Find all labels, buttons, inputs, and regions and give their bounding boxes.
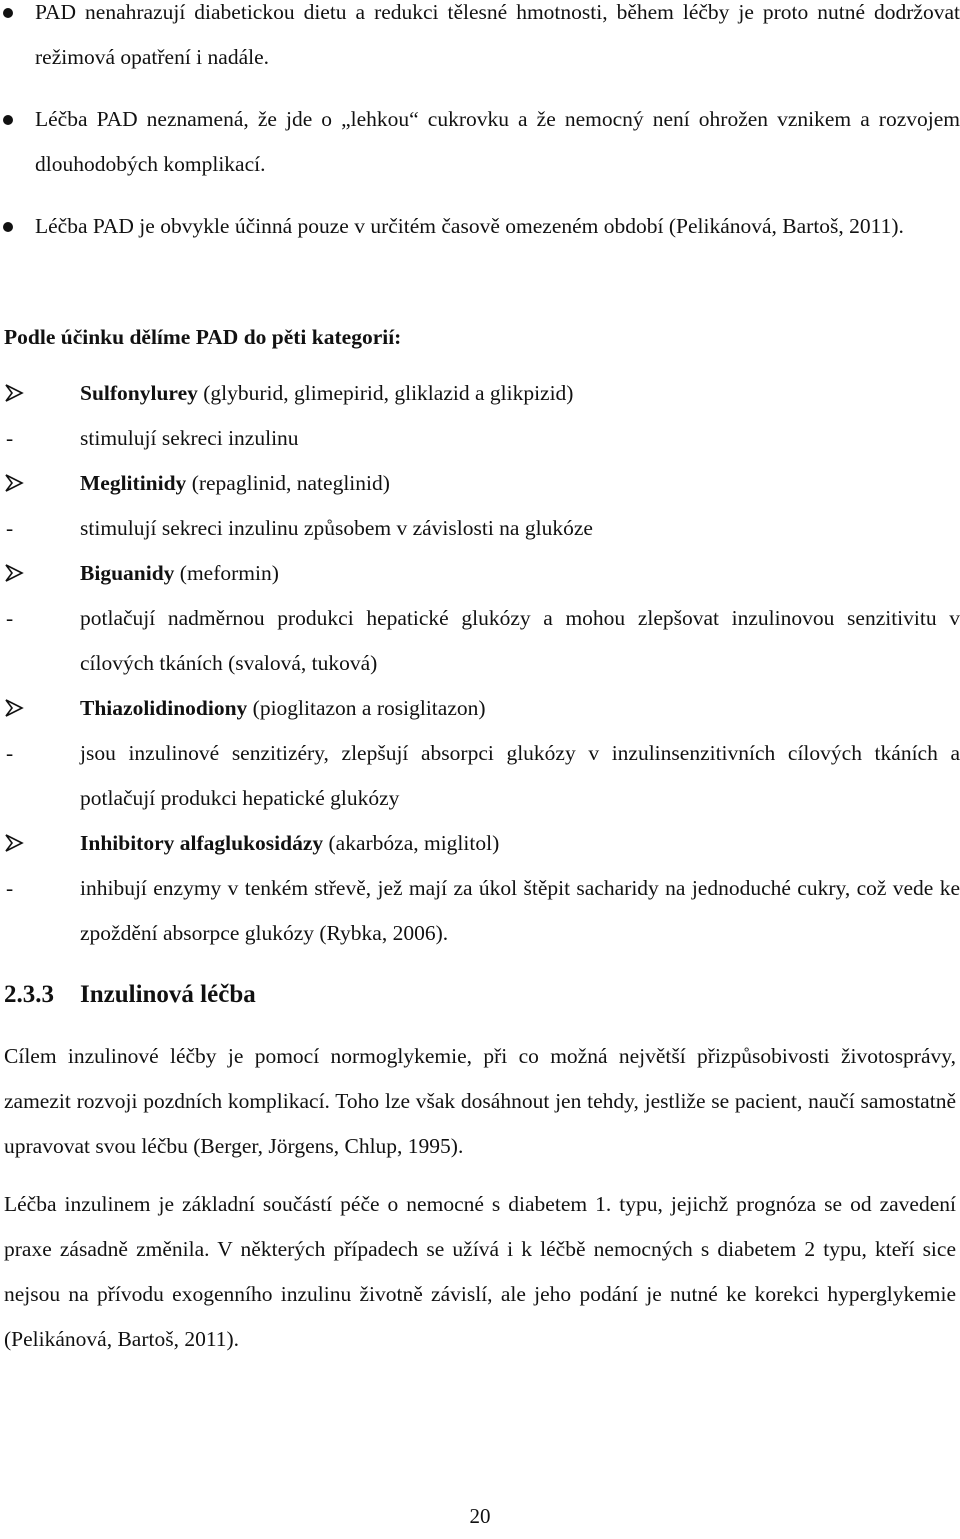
bullet-item (0, 97, 960, 187)
dash-marker: - (6, 876, 14, 900)
category-drugs: (meformin) (174, 561, 279, 585)
category-name: Thiazolidinodiony (80, 696, 248, 720)
section-heading (4, 972, 256, 1017)
category-name: Sulfonylurey (80, 381, 198, 405)
dash-marker: - (6, 741, 14, 765)
category-name-row (0, 821, 960, 866)
bullet-item (0, 0, 960, 80)
category-effect-row (0, 506, 960, 551)
arrowhead-bullet-icon (4, 563, 24, 583)
bullet-icon (3, 222, 13, 232)
bullet-text: Léčba PAD je obvykle účinná pouze v určitém časově omezeném období (Pelikánová, Bartoš, 2011). (35, 214, 904, 238)
category-name-row (0, 371, 960, 416)
category-effect: stimulují sekreci inzulinu způsobem v závislosti na glukóze (80, 516, 593, 540)
arrowhead-bullet-icon (4, 473, 24, 493)
category-name: Inhibitory alfaglukosidázy (80, 831, 324, 855)
bullet-text: PAD nenahrazují diabetickou dietu a redukci tělesné hmotnosti, během léčby je proto nutné dodržovat režimová opatření i nadále. (35, 0, 960, 69)
paragraph: Léčba inzulinem je základní součástí péče o nemocné s diabetem 1. typu, jejichž prognóza se od zavedení praxe zásadně změnila. V některých případech se užívá i k léčbě nemocných s diabetem 2 typu, kteří sice nejsou na přívodu exogenního inzulinu životně závislí, ale jeho podání je nutné ke korekci hyperglykemie (Pelikánová, Bartoš, 2011). (4, 1192, 956, 1351)
dash-marker: - (6, 426, 14, 450)
category-effect-row (0, 596, 960, 686)
bullet-list (0, 0, 960, 266)
category-drugs: (pioglitazon a rosiglitazon) (247, 696, 486, 720)
category-drugs: (repaglinid, nateglinid) (186, 471, 390, 495)
category-effect-row (0, 416, 960, 461)
category-name-row (0, 551, 960, 596)
bullet-text: Léčba PAD neznamená, že jde o „lehkou“ cukrovku a že nemocný není ohrožen vznikem a rozvojem dlouhodobých komplikací. (35, 107, 960, 176)
category-effect: jsou inzulinové senzitizéry, zlepšují absorpci glukózy v inzulinsenzitivních cílových tkáních a potlačují produkci hepatické glukózy (80, 741, 960, 810)
category-effect: stimulují sekreci inzulinu (80, 426, 299, 450)
category-effect-row (0, 866, 960, 956)
arrowhead-bullet-icon (4, 383, 24, 403)
section-number: 2.3.3 (4, 981, 54, 1008)
category-effect: potlačují nadměrnou produkci hepatické glukózy a mohou zlepšovat inzulinovou senzitivitu v cílových tkáních (svalová, tuková) (80, 606, 960, 675)
page-number: 20 (469, 1504, 491, 1528)
category-name-row (0, 461, 960, 506)
arrowhead-bullet-icon (4, 833, 24, 853)
section-title: Inzulinová léčba (80, 981, 256, 1008)
category-name: Meglitinidy (80, 471, 187, 495)
categories-heading: Podle účinku dělíme PAD do pěti kategorií: (4, 325, 402, 349)
category-drugs: (glyburid, glimepirid, gliklazid a glikpizid) (197, 381, 574, 405)
category-list (0, 371, 960, 956)
category-effect: inhibují enzymy v tenkém střevě, jež mají za úkol štěpit sacharidy na jednoduché cukry, což vede ke zpoždění absorpce glukózy (Rybka, 2006). (80, 876, 960, 945)
arrowhead-bullet-icon (4, 698, 24, 718)
category-effect-row (0, 731, 960, 821)
bullet-item (0, 204, 960, 249)
bullet-icon (3, 115, 13, 125)
bullet-icon (3, 8, 13, 18)
category-drugs: (akarbóza, miglitol) (323, 831, 500, 855)
dash-marker: - (6, 606, 14, 630)
paragraph: Cílem inzulinové léčby je pomocí normoglykemie, při co možná největší přizpůsobivosti životosprávy, zamezit rozvoji pozdních komplikací. Toho lze však dosáhnout jen tehdy, jestliže se pacient, naučí samostatně upravovat svou léčbu (Berger, Jörgens, Chlup, 1995). (4, 1044, 956, 1158)
category-name-row (0, 686, 960, 731)
category-name: Biguanidy (80, 561, 175, 585)
dash-marker: - (6, 516, 14, 540)
